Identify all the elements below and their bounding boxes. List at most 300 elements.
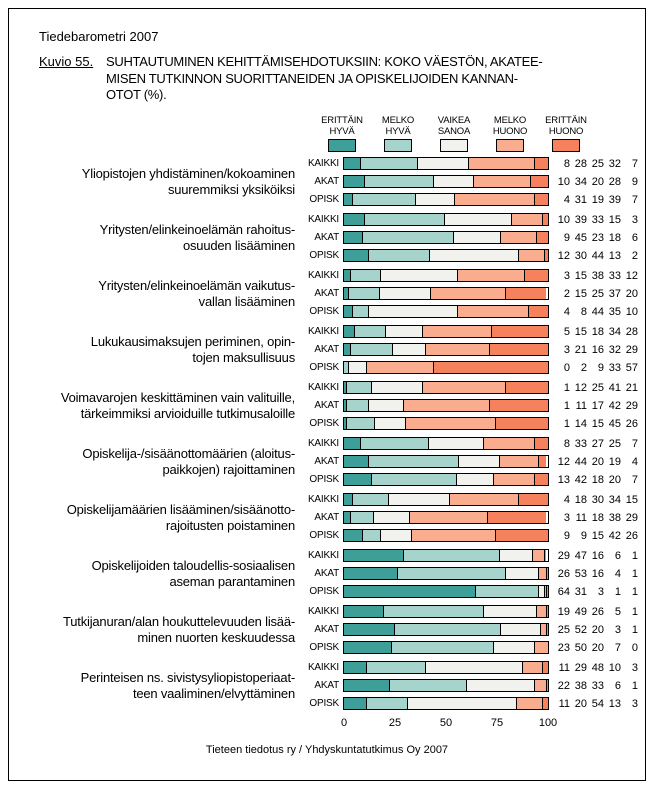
bar-segment [352,194,415,205]
row-label: KAIKKI [307,662,339,673]
bar-segment [344,232,362,243]
value-label: 18 [591,511,604,524]
value-label: 18 [591,325,604,338]
value-label: 31 [574,585,587,598]
value-label: 11 [558,697,570,710]
bar-segment [534,680,546,691]
value-label: 26 [591,605,604,618]
group-label-line: Yritysten/elinkeinoelämän rahoitus- [99,221,295,237]
bar-segment [344,250,368,261]
bar-segment [449,494,518,505]
value-label: 38 [591,269,604,282]
value-label: 1 [631,679,638,692]
bar-segment [366,362,433,373]
value-label: 28 [574,157,587,170]
bar-segment [542,698,548,709]
bar-segment [505,568,538,579]
bar-segment [344,680,389,691]
group-label [25,222,303,254]
axis-tick-label: 25 [388,717,402,729]
bar-segment [453,232,499,243]
bar-segment [344,306,352,317]
bar-segment [544,550,546,561]
stacked-bar [343,381,549,394]
legend-swatch [496,139,524,152]
bar-segment [466,680,533,691]
value-labels [555,662,638,674]
value-label: 7 [614,641,621,654]
stacked-bar [343,661,549,674]
stacked-bar [343,567,549,580]
value-label: 52 [574,623,587,636]
row-label: AKAT [314,456,339,467]
value-label: 7 [631,157,638,170]
bar-segment [444,214,511,225]
legend-label-line: HUONO [548,126,584,137]
group-label-line: vallan lisääminen [198,293,295,309]
value-label: 13 [557,473,570,486]
bar-segment [536,606,546,617]
bar-segment [546,606,548,617]
chart-group [25,213,638,262]
bar-segment [344,456,368,467]
legend-swatch [440,139,468,152]
value-label: 8 [563,437,570,450]
value-label: 45 [608,417,621,430]
row-label: AKAT [314,344,339,355]
value-label: 12 [574,381,587,394]
value-label: 41 [608,381,621,394]
chart-group [25,157,638,206]
figure-title-line: MISEN TUTKINNON SUORITTANEIDEN JA OPISKELIJOIDEN KANNAN- [106,70,518,86]
group-rows [303,493,638,542]
bar-segment [433,176,473,187]
value-label: 29 [574,661,587,674]
value-label: 20 [591,455,604,468]
value-labels [555,606,638,618]
value-label: 10 [557,175,570,188]
bar-segment [385,326,422,337]
value-label: 44 [574,455,587,468]
bar-segment [344,438,360,449]
bar-segment [403,400,489,411]
stacked-bar [343,473,549,486]
group-rows [303,381,638,430]
bar-row [303,269,638,282]
group-label-line: paikkojen) rajoittaminen [162,461,295,477]
bar-segment [493,474,534,485]
bar-segment [360,158,417,169]
value-label: 19 [608,455,621,468]
bar-row [303,157,638,170]
value-label: 33 [574,437,587,450]
bar-row [303,231,638,244]
bar-segment [457,306,528,317]
value-labels [555,586,638,598]
bar-row [303,641,638,654]
value-label: 16 [591,549,604,562]
value-labels [555,194,638,206]
row-label: AKAT [314,624,339,635]
value-label: 2 [580,361,587,374]
legend-label-line: ERITTÄIN [321,115,363,126]
bar-segment [454,194,534,205]
group-label-line: Lukukausimaksujen periminen, opin- [90,333,295,349]
bar-row [303,549,638,562]
bar-segment [524,270,548,281]
group-label [25,390,303,422]
chart-group [25,605,638,654]
stacked-bar [343,493,549,506]
x-axis [340,715,558,731]
value-labels [555,568,638,580]
bar-row [303,679,638,692]
value-label: 19 [591,193,604,206]
value-label: 19 [557,605,570,618]
group-rows [303,269,638,318]
value-label: 6 [631,231,638,244]
row-label: KAIKKI [307,382,339,393]
bar-segment [344,530,362,541]
value-labels [555,214,638,226]
value-label: 8 [580,305,587,318]
bar-segment [422,382,506,393]
bar-row [303,417,638,430]
chart-group [25,661,638,710]
bar-segment [374,418,404,429]
bar-row [303,661,638,674]
value-label: 9 [563,529,570,542]
legend-label-line: HYVÄ [329,126,355,137]
bar-row [303,605,638,618]
row-label: KAIKKI [307,270,339,281]
value-label: 16 [591,567,604,580]
bar-row [303,511,638,524]
bar-segment [352,494,388,505]
bar-segment [425,662,522,673]
bar-segment [344,194,352,205]
bar-row [303,343,638,356]
stacked-bar [343,417,549,430]
value-label: 47 [574,549,587,562]
value-label: 38 [608,511,621,524]
value-label: 15 [574,269,587,282]
row-label: KAIKKI [307,550,339,561]
bar-row [303,567,638,580]
stacked-bar [343,175,549,188]
value-label: 5 [614,605,621,618]
bar-row [303,381,638,394]
figure-label: Kuvio 55. [39,54,94,69]
value-label: 7 [631,193,638,206]
value-label: 39 [608,193,621,206]
bar-row [303,455,638,468]
bar-segment [499,456,538,467]
value-label: 25 [591,287,604,300]
bar-segment [422,326,491,337]
value-label: 11 [575,511,587,524]
chart-group [25,269,638,318]
value-label: 27 [591,437,604,450]
bar-segment [368,456,458,467]
value-labels [555,306,638,318]
bar-segment [407,698,516,709]
value-label: 49 [574,605,587,618]
value-label: 6 [614,679,621,692]
stacked-bar [343,585,549,598]
legend-label-line: ERITTÄIN [545,115,587,126]
group-label-line: Yliopistojen yhdistäminen/kokoaminen [81,165,295,181]
bar-row [303,305,638,318]
legend-item [482,115,538,152]
value-label: 25 [591,157,604,170]
row-label: AKAT [314,568,339,579]
value-labels [555,418,638,430]
value-label: 39 [574,213,587,226]
bar-segment [364,176,433,187]
value-label: 38 [574,679,587,692]
value-label: 20 [625,287,638,300]
bar-row [303,361,638,374]
value-label: 15 [574,325,587,338]
value-label: 0 [563,361,570,374]
bar-segment [534,194,548,205]
bar-segment [348,288,379,299]
row-label: AKAT [314,232,339,243]
value-label: 1 [631,623,638,636]
legend-swatch [328,139,356,152]
bar-segment [546,586,548,597]
value-label: 10 [608,661,621,674]
value-label: 11 [558,661,570,674]
bar-segment [344,326,354,337]
bar-segment [428,438,483,449]
bar-segment [366,662,425,673]
stacked-bar [343,697,549,710]
bar-segment [350,512,372,523]
legend-item [426,115,482,152]
value-label: 0 [631,641,638,654]
bar-segment [362,232,453,243]
group-label-line: teen vaaliminen/elvyttäminen [132,685,295,701]
value-label: 20 [591,623,604,636]
value-label: 37 [608,287,621,300]
value-labels [555,494,638,506]
value-label: 22 [557,679,570,692]
group-label-line: rajoitusten poistaminen [165,517,295,533]
legend-item-label [370,115,426,137]
stacked-bar [343,623,549,636]
value-label: 3 [563,343,570,356]
value-label: 35 [608,305,621,318]
bar-segment [391,642,493,653]
bar-segment [473,176,530,187]
bar-segment [491,326,548,337]
legend-item-label [482,115,538,137]
axis-tick-label: 75 [490,717,504,729]
value-label: 20 [574,697,587,710]
stacked-bar [343,287,549,300]
legend-item [370,115,426,152]
value-label: 15 [591,529,604,542]
bar-segment [344,624,394,635]
bar-segment [411,530,496,541]
bar-segment [534,474,548,485]
value-label: 13 [608,697,621,710]
bar-row [303,623,638,636]
group-label [25,614,303,646]
legend-label-line: HUONO [492,126,528,137]
legend-item [314,115,370,152]
bar-segment [518,250,544,261]
stacked-bar [343,157,549,170]
chart-group [25,381,638,430]
value-label: 25 [557,623,570,636]
value-labels [555,382,638,394]
group-label-line: Perinteisen ns. sivistysyliopistoperiaat- [80,669,295,685]
bar-row [303,697,638,710]
value-labels [555,326,638,338]
chart-groups [25,157,638,710]
value-label: 15 [625,493,638,506]
value-label: 7 [631,437,638,450]
value-label: 13 [608,249,621,262]
legend-item-label [314,115,370,137]
value-label: 20 [608,473,621,486]
value-label: 15 [574,287,587,300]
stacked-bar [343,269,549,282]
bar-segment [456,474,493,485]
row-label: KAIKKI [307,214,339,225]
bar-segment [371,382,422,393]
group-label [25,558,303,590]
value-label: 50 [574,641,587,654]
value-label: 8 [563,157,570,170]
value-labels [555,512,638,524]
value-label: 9 [631,175,638,188]
bar-segment [368,306,457,317]
row-label: AKAT [314,512,339,523]
value-label: 1 [631,605,638,618]
report-title: Tiedebarometri 2007 [39,29,159,44]
bar-segment [344,662,366,673]
stacked-bar [343,455,549,468]
value-labels [555,232,638,244]
bar-segment [344,642,391,653]
value-labels [555,550,638,562]
value-label: 20 [591,175,604,188]
value-labels [555,438,638,450]
value-label: 44 [591,249,604,262]
bar-segment [348,362,366,373]
bar-segment [487,512,546,523]
legend-item [538,115,594,152]
bar-segment [433,362,548,373]
bar-segment [536,232,548,243]
bar-segment [380,530,410,541]
row-label: OPISK [309,306,339,317]
group-label [25,278,303,310]
value-label: 53 [574,567,587,580]
value-label: 25 [591,381,604,394]
bar-segment [530,176,548,187]
bar-segment [511,214,542,225]
group-label-line: Opiskelija-/sisäänottomäärien (aloitus- [82,445,295,461]
stacked-bar [343,679,549,692]
bar-segment [350,344,392,355]
group-label-line: Yritysten/elinkeinoelämän vaikutus- [98,277,295,293]
value-label: 28 [608,175,621,188]
row-label: KAIKKI [307,158,339,169]
group-rows [303,605,638,654]
bar-segment [546,568,548,579]
row-label: AKAT [314,680,339,691]
bar-segment [546,624,548,635]
value-label: 15 [608,213,621,226]
bar-row [303,437,638,450]
value-label: 1 [614,585,621,598]
value-label: 26 [625,529,638,542]
figure-title [106,54,542,104]
value-labels [555,176,638,188]
row-label: OPISK [309,418,339,429]
value-label: 29 [557,549,570,562]
value-label: 9 [580,529,587,542]
row-label: OPISK [309,586,339,597]
stacked-bar [343,437,549,450]
axis-tick-label: 0 [340,717,348,729]
bar-row [303,473,638,486]
bar-segment [468,158,533,169]
bar-segment [542,662,548,673]
bar-segment [360,438,427,449]
value-label: 23 [591,231,604,244]
bar-segment [392,344,424,355]
legend-label-line: MELKO [381,115,415,126]
value-label: 42 [608,399,621,412]
bar-segment [394,624,499,635]
value-label: 1 [563,417,570,430]
value-label: 48 [591,661,604,674]
bar-segment [344,214,364,225]
value-label: 34 [608,493,621,506]
value-label: 15 [591,417,604,430]
group-rows [303,437,638,486]
value-label: 23 [557,641,570,654]
bar-segment [457,270,524,281]
bar-segment [344,474,371,485]
value-labels [555,250,638,262]
group-label-line: tärkeimmiksi arvioiduille tutkimusaloille [80,405,295,421]
row-label: OPISK [309,474,339,485]
value-label: 18 [591,473,604,486]
value-label: 3 [563,511,570,524]
value-labels [555,270,638,282]
bar-segment [397,568,505,579]
bar-segment [364,214,444,225]
bar-segment [368,400,403,411]
value-label: 10 [625,305,638,318]
value-label: 4 [563,305,570,318]
axis-tick-label: 100 [538,717,558,729]
bar-row [303,287,638,300]
stacked-bar [343,361,549,374]
bar-segment [379,288,430,299]
value-label: 31 [574,193,587,206]
value-label: 1 [631,567,638,580]
stacked-bar [343,605,549,618]
group-label-line: Tutkijanuran/alan houkuttelevuuden lisää- [63,613,295,629]
